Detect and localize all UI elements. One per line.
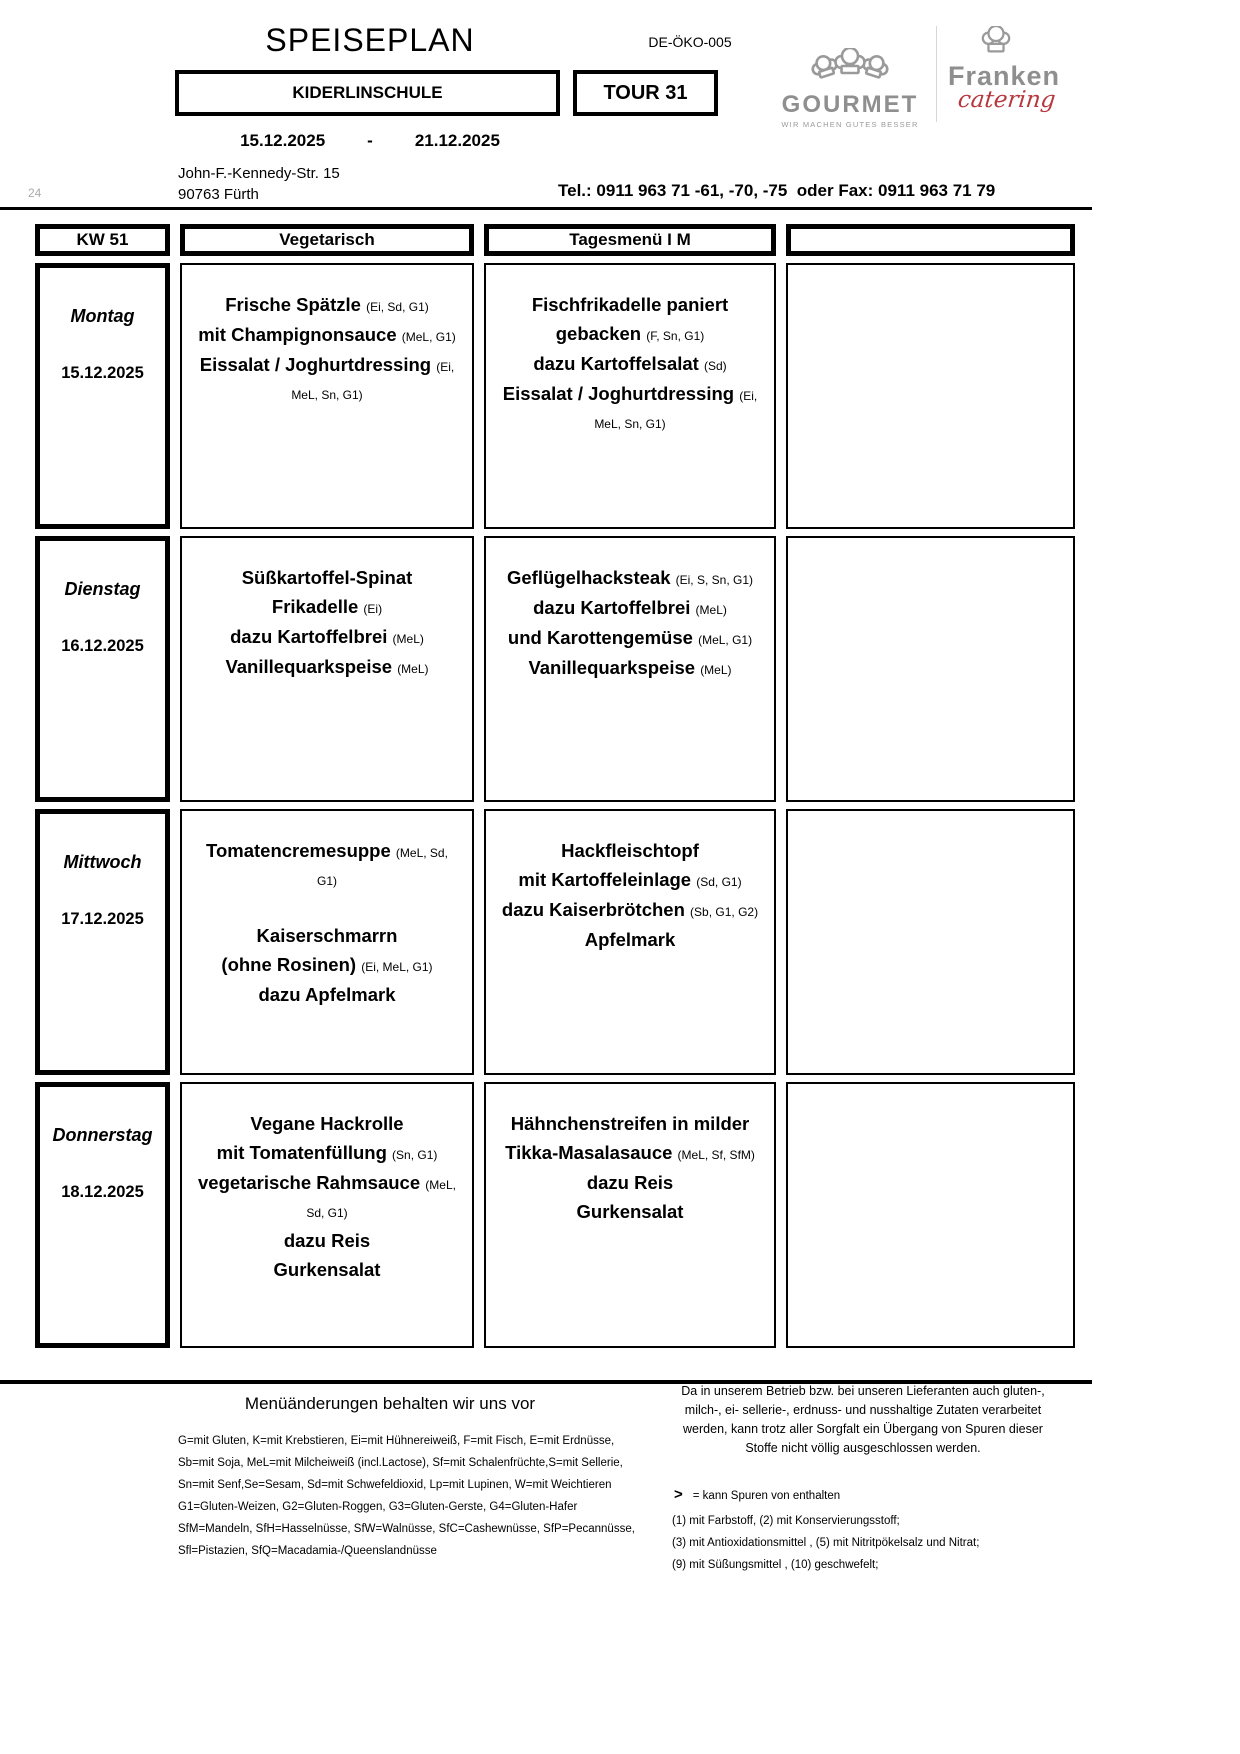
allergy-note-line: werden, kann trotz aller Sorgfalt ein Übergang von Spuren dieser xyxy=(683,1422,1043,1436)
menu-line xyxy=(188,981,466,1010)
day-date: 17.12.2025 xyxy=(61,910,144,928)
menu-line xyxy=(188,1199,466,1227)
menu-cell-vegetarisch xyxy=(180,809,474,1075)
additive-line: (3) mit Antioxidationsmittel , (5) mit Nitritpökelsalz und Nitrat; xyxy=(672,1537,980,1549)
dish-name: Eissalat / Joghurtdressing xyxy=(199,354,437,375)
menu-line xyxy=(492,380,768,410)
date-from: 15.12.2025 xyxy=(240,131,326,150)
allergen-codes: (Ei, MeL, G1) xyxy=(361,960,433,974)
eco-label: DE-ÖKO-005 xyxy=(648,34,732,50)
gourmet-tagline: WIR MACHEN GUTES BESSER xyxy=(781,120,919,129)
dish-name: dazu Reis xyxy=(283,1230,371,1251)
allergen-codes: (MeL, xyxy=(425,1178,456,1192)
additive-line: (1) mit Farbstoff, (2) mit Konservierungsstoff; xyxy=(672,1515,900,1527)
dish-name: (ohne Rosinen) xyxy=(221,954,362,975)
legend-line: G1=Gluten-Weizen, G2=Gluten-Roggen, G3=Gluten-Gerste, G4=Gluten-Hafer xyxy=(178,1501,578,1513)
menu-line xyxy=(188,653,466,683)
dish-name: dazu Reis xyxy=(586,1172,674,1193)
menu-line xyxy=(492,866,768,896)
dish-name: dazu Kartoffelbrei xyxy=(230,626,393,647)
allergen-codes: (MeL) xyxy=(695,603,727,617)
dish-name: dazu Kartoffelsalat xyxy=(533,353,704,374)
menu-line xyxy=(492,350,768,380)
legend-line: Sb=mit Soja, MeL=mit Milcheiweiß (incl.Lactose), Sf=mit Schalenfrüchte,S=mit Sellerie, xyxy=(178,1457,623,1469)
dish-name: dazu Kaiserbrötchen xyxy=(501,899,691,920)
legend-line: G=mit Gluten, K=mit Krebstieren, Ei=mit Hühnereiweiß, F=mit Fisch, E=mit Erdnüsse, xyxy=(178,1435,615,1447)
page-title: SPEISEPLAN xyxy=(265,22,475,58)
dish-name: Apfelmark xyxy=(584,929,676,950)
dish-name: dazu Kartoffelbrei xyxy=(533,597,696,618)
allergen-codes: Sd, G1) xyxy=(306,1206,348,1220)
menu-line xyxy=(188,1227,466,1256)
menu-line xyxy=(492,1110,768,1139)
allergy-note-line: Da in unserem Betrieb bzw. bei unseren Lieferanten auch gluten-, xyxy=(681,1384,1045,1398)
dish-name: Tikka-Masalasauce xyxy=(505,1142,678,1163)
menu-table xyxy=(35,224,1075,1348)
menu-cell-tagesmenu xyxy=(484,809,776,1075)
menu-line xyxy=(188,1256,466,1285)
dish-name: vegetarische Rahmsauce xyxy=(198,1172,426,1193)
dish-name: Hähnchenstreifen in milder xyxy=(510,1113,750,1134)
dish-name: Vegane Hackrolle xyxy=(250,1113,404,1134)
tour-box xyxy=(573,70,718,116)
traces-text: = kann Spuren von enthalten xyxy=(692,1490,841,1502)
menu-line xyxy=(188,321,466,351)
additives-legend xyxy=(672,1510,979,1576)
menu-line xyxy=(492,624,768,654)
day-name: Dienstag xyxy=(64,579,141,599)
day-name: Montag xyxy=(70,306,135,326)
week-header: KW 51 xyxy=(35,224,170,256)
menu-line xyxy=(188,951,466,981)
menu-line xyxy=(188,593,466,623)
menu-cell-vegetarisch xyxy=(180,263,474,529)
allergen-codes: (MeL) xyxy=(397,662,429,676)
dish-name: Gurkensalat xyxy=(576,1201,684,1222)
gourmet-logo xyxy=(772,48,928,129)
page-number: 24 xyxy=(28,186,42,200)
menu-line xyxy=(188,1169,466,1199)
menu-line xyxy=(188,623,466,653)
menu-line xyxy=(188,895,466,922)
school-name: KIDERLINSCHULE xyxy=(292,83,443,102)
menu-line xyxy=(492,926,768,955)
allergen-codes: (Ei, S, Sn, G1) xyxy=(675,573,753,587)
menu-line xyxy=(188,291,466,321)
menu-line xyxy=(492,837,768,866)
menu-line xyxy=(492,410,768,438)
gourmet-logo-text: GOURMET xyxy=(781,91,919,118)
menu-cell-extra xyxy=(786,1082,1075,1348)
day-date: 16.12.2025 xyxy=(61,637,144,655)
legend-line: SfM=Mandeln, SfH=Hasselnüsse, SfW=Walnüsse, SfC=Cashewnüsse, SfP=Pecannüsse, xyxy=(178,1523,635,1535)
dish-name: Fischfrikadelle paniert xyxy=(531,294,729,315)
footer-heading: Menüänderungen behalten wir uns vor xyxy=(244,1394,536,1413)
dish-name: mit Champignonsauce xyxy=(198,324,402,345)
menu-cell-extra xyxy=(786,809,1075,1075)
address-line-2: 90763 Fürth xyxy=(178,186,259,203)
allergen-codes: (MeL, Sf, SfM) xyxy=(677,1148,755,1162)
dish-name: Vanillequarkspeise xyxy=(528,657,701,678)
franken-logo-text: Franken xyxy=(948,61,1061,91)
day-date: 15.12.2025 xyxy=(61,364,144,382)
allergen-codes: (MeL) xyxy=(392,632,424,646)
dish-name: mit Kartoffeleinlage xyxy=(518,869,697,890)
dish-name: Tomatencremesuppe xyxy=(206,840,396,861)
allergen-codes: (Sd, G1) xyxy=(696,875,742,889)
dish-name: Eissalat / Joghurtdressing xyxy=(502,383,740,404)
allergy-note-line: milch-, ei- sellerie-, erdnuss- und nusshaltige Zutaten verarbeitet xyxy=(684,1403,1042,1417)
allergen-codes: (Ei) xyxy=(363,602,383,616)
dish-name: Süßkartoffel-Spinat xyxy=(241,567,413,588)
dish-name: gebacken xyxy=(555,323,647,344)
dish-name: dazu Apfelmark xyxy=(258,984,396,1005)
dish-name: Hackfleischtopf xyxy=(561,840,699,861)
allergen-codes: (Sn, G1) xyxy=(392,1148,438,1162)
dish-name: Geflügelhacksteak xyxy=(507,567,676,588)
column-header-extra xyxy=(786,224,1075,256)
phone-fax-line: Tel.: 0911 963 71 -61, -70, -75 oder Fax: 0911 963 71 79 xyxy=(558,181,996,200)
allergen-codes: (Sb, G1, G2) xyxy=(690,905,759,919)
allergen-codes: (MeL, G1) xyxy=(698,633,753,647)
allergen-codes: (Ei, xyxy=(739,389,758,403)
allergen-codes: (MeL, G1) xyxy=(401,330,456,344)
menu-line xyxy=(492,1198,768,1227)
allergen-codes: (Sd) xyxy=(703,359,727,373)
menu-line xyxy=(188,1110,466,1139)
dish-name: Vanillequarkspeise xyxy=(225,656,398,677)
traces-line xyxy=(674,1486,840,1503)
menu-line xyxy=(492,654,768,684)
menu-cell-vegetarisch xyxy=(180,536,474,802)
dish-name: Gurkensalat xyxy=(273,1259,381,1280)
column-header-vegetarisch: Vegetarisch xyxy=(180,224,474,256)
menu-line xyxy=(492,1139,768,1169)
header-divider-rule xyxy=(0,207,1092,210)
menu-cell-tagesmenu xyxy=(484,263,776,529)
menu-cell-tagesmenu xyxy=(484,1082,776,1348)
menu-line xyxy=(492,594,768,624)
traces-symbol: > xyxy=(674,1486,683,1503)
date-range xyxy=(200,131,540,151)
chef-hat-icon xyxy=(948,26,1098,63)
day-cell xyxy=(35,536,170,802)
day-cell xyxy=(35,809,170,1075)
address xyxy=(178,163,340,205)
tour-label: TOUR 31 xyxy=(603,81,688,104)
day-cell xyxy=(35,1082,170,1348)
allergen-codes: (F, Sn, G1) xyxy=(646,329,705,343)
logo-divider xyxy=(936,26,937,122)
allergy-note xyxy=(670,1382,1056,1458)
day-date: 18.12.2025 xyxy=(61,1183,144,1201)
allergy-note-line: Stoffe nicht völlig ausgeschlossen werden. xyxy=(745,1441,981,1455)
additive-line: (9) mit Süßungsmittel , (10) geschwefelt; xyxy=(672,1559,879,1571)
catering-script-text: catering xyxy=(956,87,1057,113)
menu-line xyxy=(492,320,768,350)
date-separator: - xyxy=(367,131,373,150)
allergen-codes: G1) xyxy=(316,874,337,888)
day-cell xyxy=(35,263,170,529)
menu-line xyxy=(492,291,768,320)
allergen-codes: (Ei, Sd, G1) xyxy=(366,300,429,314)
legend-line: Sfl=Pistazien, SfQ=Macadamia-/Queenslandnüsse xyxy=(178,1545,437,1557)
menu-line xyxy=(188,351,466,381)
dish-name: Frische Spätzle xyxy=(225,294,367,315)
menu-cell-extra xyxy=(786,536,1075,802)
menu-line xyxy=(188,381,466,409)
chef-hats-icon xyxy=(790,73,910,90)
menu-cell-vegetarisch xyxy=(180,1082,474,1348)
allergen-codes: (MeL) xyxy=(700,663,732,677)
allergen-codes: MeL, Sn, G1) xyxy=(291,388,363,402)
menu-cell-extra xyxy=(786,263,1075,529)
menu-line xyxy=(188,867,466,895)
dish-name: Kaiserschmarrn xyxy=(256,925,398,946)
allergen-codes: (MeL, Sd, xyxy=(395,846,448,860)
day-name: Donnerstag xyxy=(52,1125,153,1145)
day-name: Mittwoch xyxy=(63,852,142,872)
dish-name: Frikadelle xyxy=(271,596,364,617)
menu-line xyxy=(188,564,466,593)
address-line-1: John-F.-Kennedy-Str. 15 xyxy=(178,165,340,182)
column-header-tagesmenu: Tagesmenü I M xyxy=(484,224,776,256)
menu-line xyxy=(492,1169,768,1198)
allergen-codes: MeL, Sn, G1) xyxy=(594,417,666,431)
school-name-box xyxy=(175,70,560,116)
menu-line xyxy=(188,1139,466,1169)
dish-name: und Karottengemüse xyxy=(507,627,699,648)
menu-cell-tagesmenu xyxy=(484,536,776,802)
menu-line xyxy=(492,564,768,594)
allergen-codes: (Ei, xyxy=(436,360,455,374)
date-to: 21.12.2025 xyxy=(414,131,500,150)
legend-line: Sn=mit Senf,Se=Sesam, Sd=mit Schwefeldioxid, Lp=mit Lupinen, W=mit Weichtieren xyxy=(178,1479,612,1491)
menu-line xyxy=(188,922,466,951)
dish-name: mit Tomatenfüllung xyxy=(216,1142,393,1163)
allergen-legend xyxy=(178,1430,635,1562)
franken-catering-logo xyxy=(948,26,1098,113)
menu-line xyxy=(492,896,768,926)
menu-line xyxy=(188,837,466,867)
